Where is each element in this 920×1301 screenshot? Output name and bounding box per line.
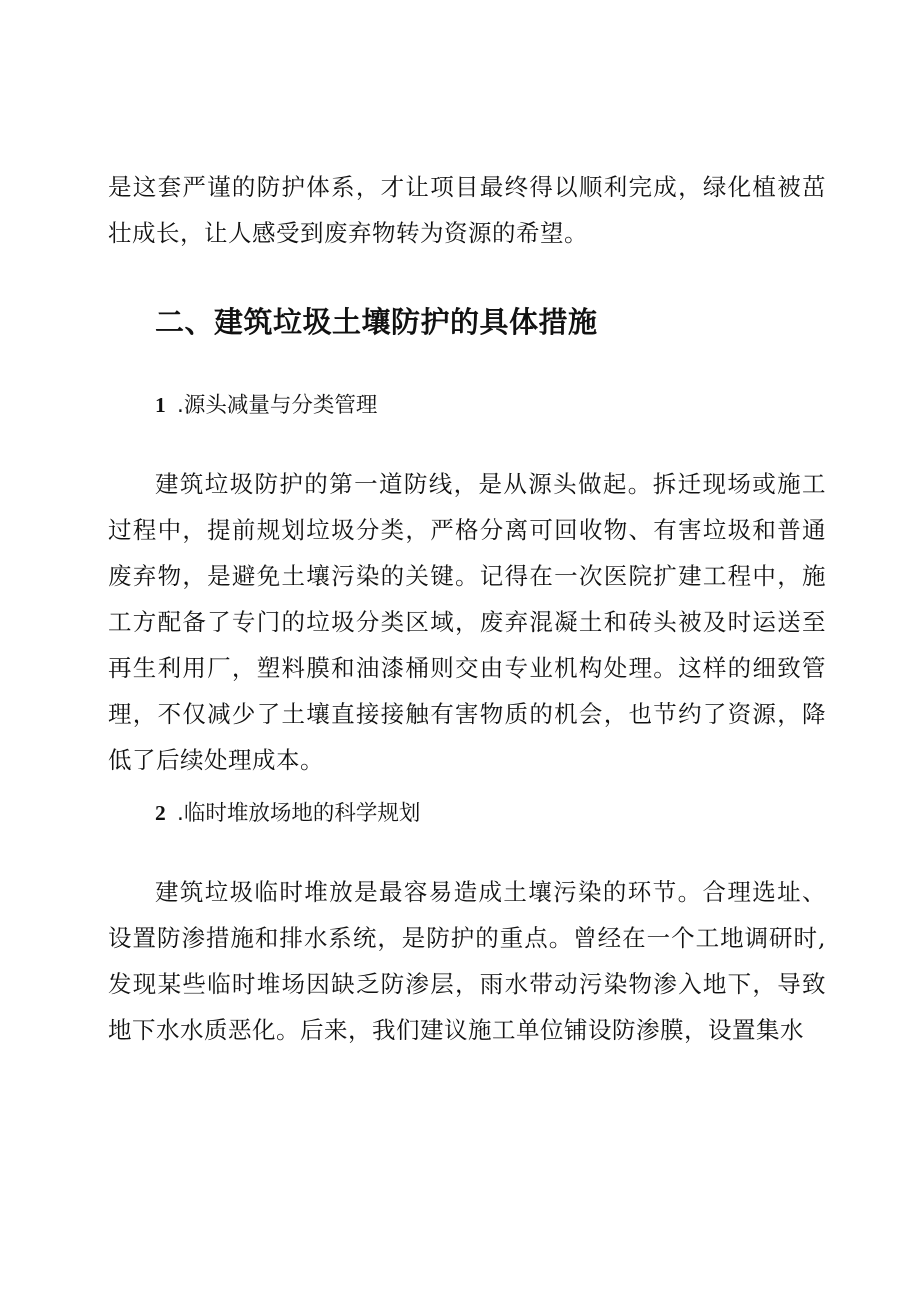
subsection-title-2: .临时堆放场地的科学规划: [177, 801, 421, 826]
subsection-title-1: .源头减量与分类管理: [177, 393, 378, 418]
paragraph-source-reduction: 建筑垃圾防护的第一道防线，是从源头做起。拆迁现场或施工过程中，提前规划垃圾分类，严格分离可回收物、有害垃圾和普通废弃物，是避免土壤污染的关键。记得在一次医院扩建工程中，施工方配备了专门的垃圾分类区域，废弃混凝土和砖头被及时运送至再生利用厂，塑料膜和油漆桶则交由专业机构处理。这样的细致管理，不仅减少了土壤直接接触有害物质的机会，也节约了资源，降低了后续处理成本。: [108, 470, 826, 774]
subsection-heading-1: [155, 390, 377, 421]
paragraph-continuation: 是这套严谨的防护体系，才让项目最终得以顺利完成，绿化植被茁壮成长，让人感受到废弃物转为资源的希望。: [108, 173, 826, 247]
subsection-number-2: 2: [155, 801, 166, 825]
subsection-heading-2: [155, 798, 420, 829]
section-heading: 二、建筑垃圾土壤防护的具体措施: [155, 305, 598, 339]
paragraph-temporary-storage: 建筑垃圾临时堆放是最容易造成土壤污染的环节。合理选址、设置防渗措施和排水系统，是防护的重点。曾经在一个工地调研时,发现某些临时堆场因缺乏防渗层，雨水带动污染物渗入地下，导致地下水水质恶化。后来，我们建议施工单位铺设防渗膜，设置集水: [108, 878, 826, 1044]
subsection-number-1: 1: [155, 393, 166, 417]
